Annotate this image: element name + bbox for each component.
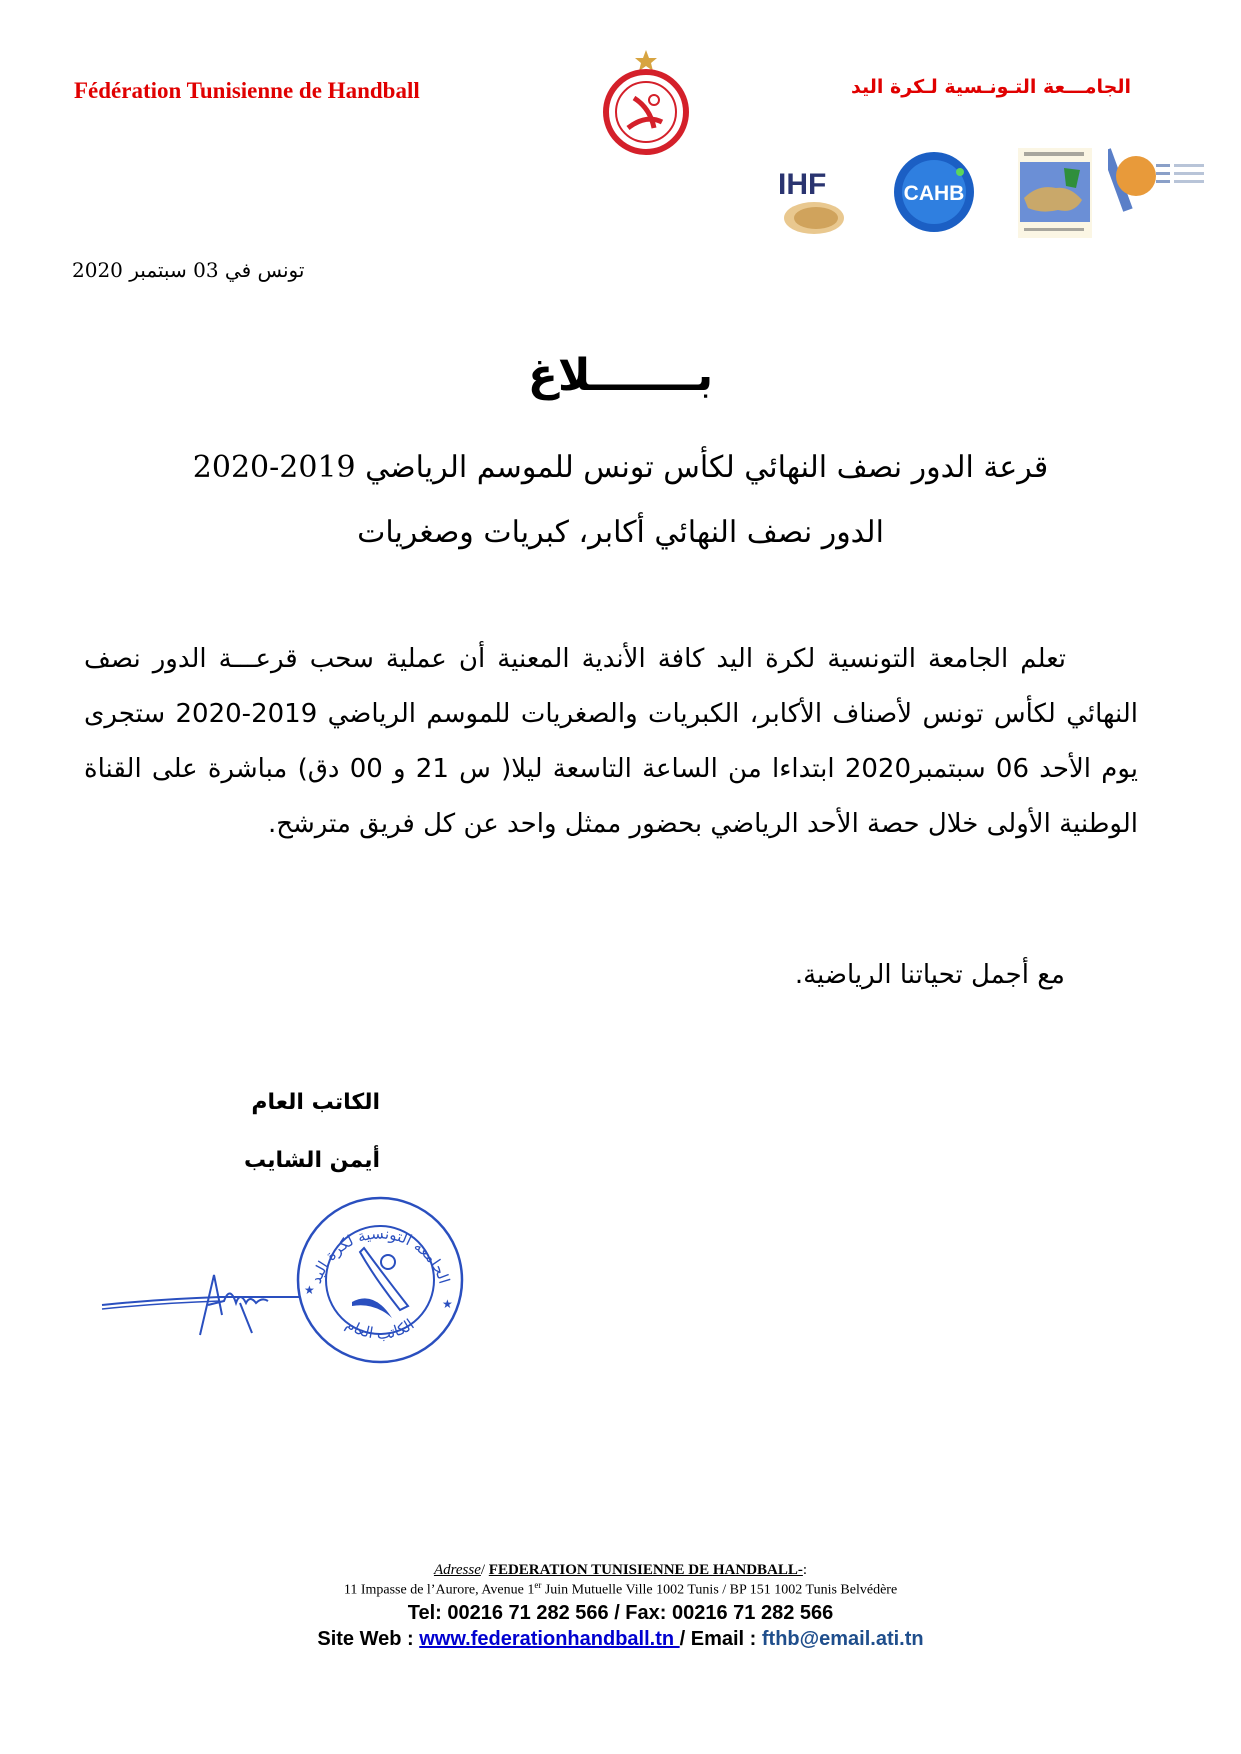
site-web-label: Site Web : — [317, 1628, 420, 1650]
document-date: تونس في 03 سبتمبر 2020 — [72, 258, 305, 282]
email-address[interactable]: fthb@email.ati.tn — [761, 1628, 924, 1650]
address-part-1: 11 Impasse de l’Aurore, Avenue 1 — [343, 1582, 535, 1598]
body-paragraph: تعلم الجامعة التونسية لكرة اليد كافة الأندية المعنية أن عملية سحب قرعـــة الدور نصف النهائي لكأس تونس لأصناف الأكابر، الكبريات والصغريات للموسم الرياضي 2019-2020 ستجرى يوم الأحد 06 سبتمبر2020 ابتداءا من الساعة التاسعة ليلا( س 21 و 00 دق) مباشرة على القناة الوطنية الأولى خلال حصة الأحد الرياضي بحضور ممثل واحد عن كل فريق مترشح. — [84, 644, 1138, 839]
signatory-name: أيمن الشايب — [243, 1148, 380, 1173]
handwritten-signature — [100, 1255, 300, 1345]
address-superscript: er — [534, 1580, 542, 1590]
cahb-logo — [892, 150, 976, 234]
footer-tel-fax: Tel: 00216 71 282 566 / Fax: 00216 71 282 566 — [407, 1602, 834, 1624]
footer-web-email — [0, 1628, 1241, 1651]
email-label: / Email : — [679, 1628, 762, 1650]
ihf-logo — [768, 160, 852, 240]
address-label: Adresse — [433, 1562, 481, 1578]
footer-address — [0, 1580, 1241, 1599]
fthb-logo — [598, 48, 694, 156]
subtitle-line-1: قرعة الدور نصف النهائي لكأس تونس للموسم الرياضي 2019-2020 — [192, 450, 1049, 485]
announcement-body — [84, 632, 1138, 852]
federation-name-ar: الجامـــعة التـونـسية لـكرة اليد — [851, 76, 1131, 98]
stamp-bottom-text: الكاتب العام — [342, 1315, 418, 1343]
stamp-top-text: الجامعة التونسية لكرة اليد — [306, 1224, 454, 1286]
arab-handball-logo — [1018, 148, 1092, 238]
mediterranean-handball-logo — [1108, 142, 1208, 218]
svg-text:★: ★ — [304, 1283, 315, 1297]
ihf-logo-text: IHF — [778, 168, 827, 201]
footer-address-header: Adresse/ FEDERATION TUNISIENNE DE HANDBALL-: — [433, 1562, 808, 1578]
website-link[interactable]: www.federationhandball.tn — [419, 1628, 680, 1650]
document-title: بـــــــلاغ — [527, 350, 714, 401]
signatory-title: الكاتب العام — [251, 1090, 380, 1115]
address-part-2: Juin Mutuelle Ville 1002 Tunis / BP 151 1002 Tunis Belvédère — [541, 1582, 898, 1598]
subtitle-line-2: الدور نصف النهائي أكابر، كبريات وصغريات — [357, 515, 884, 550]
official-stamp — [290, 1190, 470, 1370]
cahb-logo-text: CAHB — [903, 182, 965, 205]
svg-text:★: ★ — [442, 1297, 453, 1311]
footer-org-name: FEDERATION TUNISIENNE DE HANDBALL- — [488, 1562, 803, 1578]
closing-greeting: مع أجمل تحياتنا الرياضية. — [794, 960, 1065, 990]
federation-name-fr: Fédération Tunisienne de Handball — [74, 78, 420, 103]
